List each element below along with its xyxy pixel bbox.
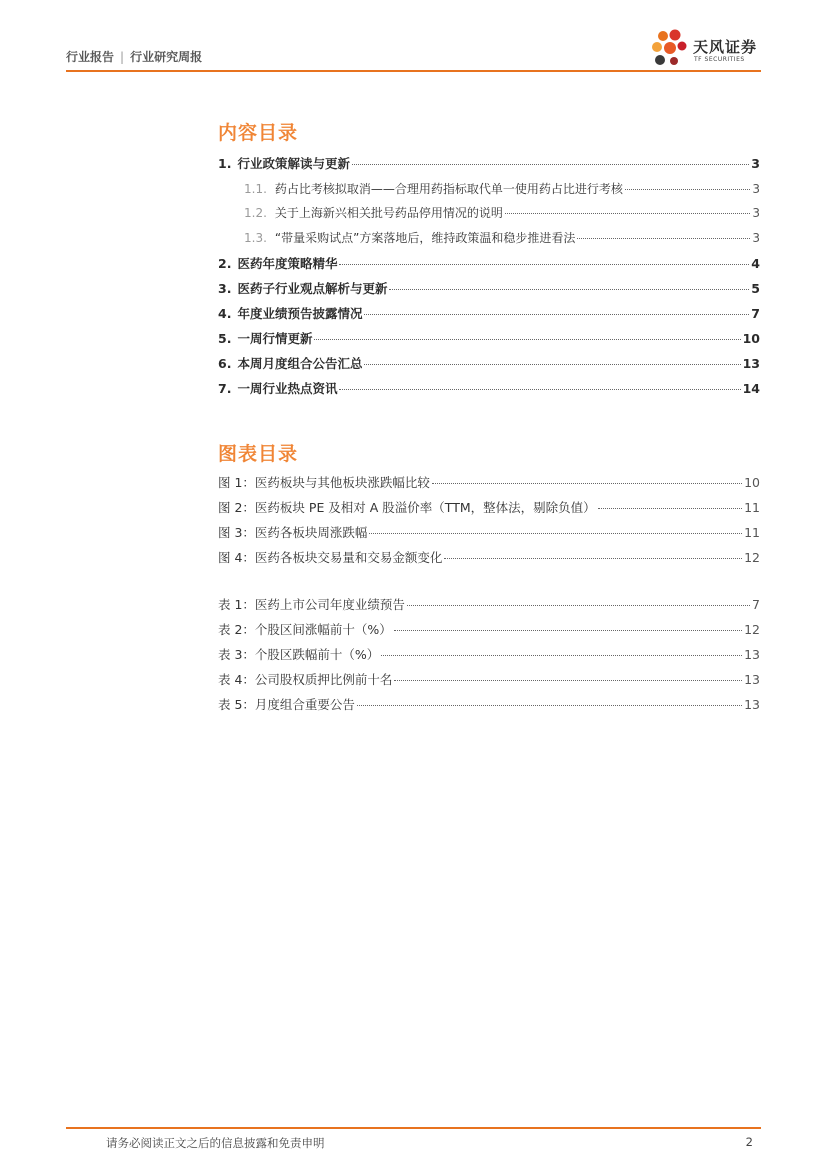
toc-entry-label: 医药年度策略精华 [237,256,338,271]
figure-entry-label: 图 4：医药各板块交易量和交易金额变化 [218,550,443,565]
figure-entry[interactable] [218,498,760,516]
toc-entry-label: 行业政策解读与更新 [237,156,350,171]
toc-entry[interactable] [218,329,760,347]
logo-subtitle: TF SECURITIES [694,56,745,63]
toc-entry-number: 2. [218,256,232,271]
leader-dots [339,264,749,265]
table-entry[interactable] [218,620,760,638]
toc-entry-page: 13 [742,356,760,371]
leader-dots [364,314,749,315]
leader-dots [598,508,742,509]
leader-dots [444,558,742,559]
toc-entry[interactable] [218,154,760,172]
report-type: 行业报告 [66,50,115,64]
page-number: 2 [745,1135,753,1149]
toc-entry-label: 医药子行业观点解析与更新 [237,281,388,296]
toc-entry-number: 5. [218,331,232,346]
table-entry[interactable] [218,695,760,713]
toc-entry-number: 4. [218,306,232,321]
leader-dots [407,605,750,606]
toc-entry-label: 关于上海新兴相关批号药品停用情况的说明 [274,206,503,220]
breadcrumb: 行业报告 | 行业研究周报 [66,50,203,64]
leader-dots [381,655,742,656]
logo-name: 天风证券 [693,38,758,56]
toc-entry[interactable] [218,254,760,272]
table-entry-page: 13 [744,647,760,662]
leader-dots [314,339,740,340]
toc-entry-page: 14 [742,381,760,396]
figure-entry-page: 11 [744,525,760,540]
toc-entry-label: 一周行情更新 [237,331,313,346]
figure-entry-label: 图 3：医药各板块周涨跌幅 [218,525,368,540]
figure-entry-page: 12 [744,550,760,565]
leader-dots [364,364,740,365]
leader-dots [432,483,742,484]
toc-entry[interactable] [244,204,760,221]
toc-entry-number: 1.1. [244,182,267,196]
leader-dots [505,213,750,214]
figure-entry-label: 图 2：医药板块 PE 及相对 A 股溢价率（TTM，整体法，剔除负值） [218,500,596,515]
company-logo [649,28,761,70]
figure-entry-label: 图 1：医药板块与其他板块涨跌幅比较 [218,475,430,490]
table-entry[interactable] [218,670,760,688]
leader-dots [369,533,742,534]
table-entry-label: 表 4：公司股权质押比例前十名 [218,672,393,687]
toc-entry-page: 7 [751,306,760,321]
toc-entry-page: 3 [751,156,760,171]
leader-dots [625,189,750,190]
page-header [66,28,761,72]
table-entry-page: 12 [744,622,760,637]
toc-entry-number: 3. [218,281,232,296]
leader-dots [389,289,749,290]
table-entry-label: 表 2：个股区间涨幅前十（%） [218,622,392,637]
toc-entry[interactable] [218,279,760,297]
page-footer [66,1127,761,1159]
toc-entry-number: 7. [218,381,232,396]
leader-dots [577,238,750,239]
figure-entry-page: 11 [744,500,760,515]
toc-entry-number: 1. [218,156,232,171]
leader-dots [394,680,742,681]
toc-entry-number: 6. [218,356,232,371]
toc-entry[interactable] [244,180,760,197]
toc-entry[interactable] [218,379,760,397]
leader-dots [394,630,742,631]
figures-title: 图表目录 [218,443,299,465]
toc-entry[interactable] [244,229,760,246]
figure-entry-page: 10 [744,475,760,490]
toc-entry[interactable] [218,354,760,372]
toc-entry-number: 1.2. [244,206,267,220]
table-entry-page: 13 [744,697,760,712]
toc-entry[interactable] [218,304,760,322]
leader-dots [357,705,742,706]
disclaimer-text: 请务必阅读正文之后的信息披露和免责申明 [106,1136,325,1150]
table-entry[interactable] [218,645,760,663]
toc-entry-number: 1.3. [244,231,267,245]
toc-entry-page: 3 [752,182,760,196]
table-entry[interactable] [218,595,760,613]
figure-entry[interactable] [218,473,760,491]
toc-entry-page: 3 [752,206,760,220]
toc-entry-page: 5 [751,281,760,296]
figure-entry[interactable] [218,523,760,541]
toc-entry-label: 年度业绩预告披露情况 [237,306,363,321]
table-entry-label: 表 1：医药上市公司年度业绩预告 [218,597,405,612]
toc-entry-label: “带量采购试点”方案落地后，维持政策温和稳步推进看法 [274,231,576,245]
table-entry-label: 表 5：月度组合重要公告 [218,697,355,712]
toc-entry-page: 10 [742,331,760,346]
logo-mark-icon [649,28,691,70]
table-entry-label: 表 3：个股区跌幅前十（%） [218,647,380,662]
toc-entry-label: 一周行业热点资讯 [237,381,338,396]
table-entry-page: 7 [752,597,760,612]
toc-entry-page: 3 [752,231,760,245]
figure-entry[interactable] [218,548,760,566]
report-series: 行业研究周报 [130,50,203,64]
toc-entry-page: 4 [751,256,760,271]
leader-dots [352,164,749,165]
table-entry-page: 13 [744,672,760,687]
leader-dots [339,389,740,390]
toc-entry-label: 本周月度组合公告汇总 [237,356,363,371]
toc-entry-label: 药占比考核拟取消——合理用药指标取代单一使用药占比进行考核 [274,182,623,196]
toc-title: 内容目录 [218,122,299,144]
